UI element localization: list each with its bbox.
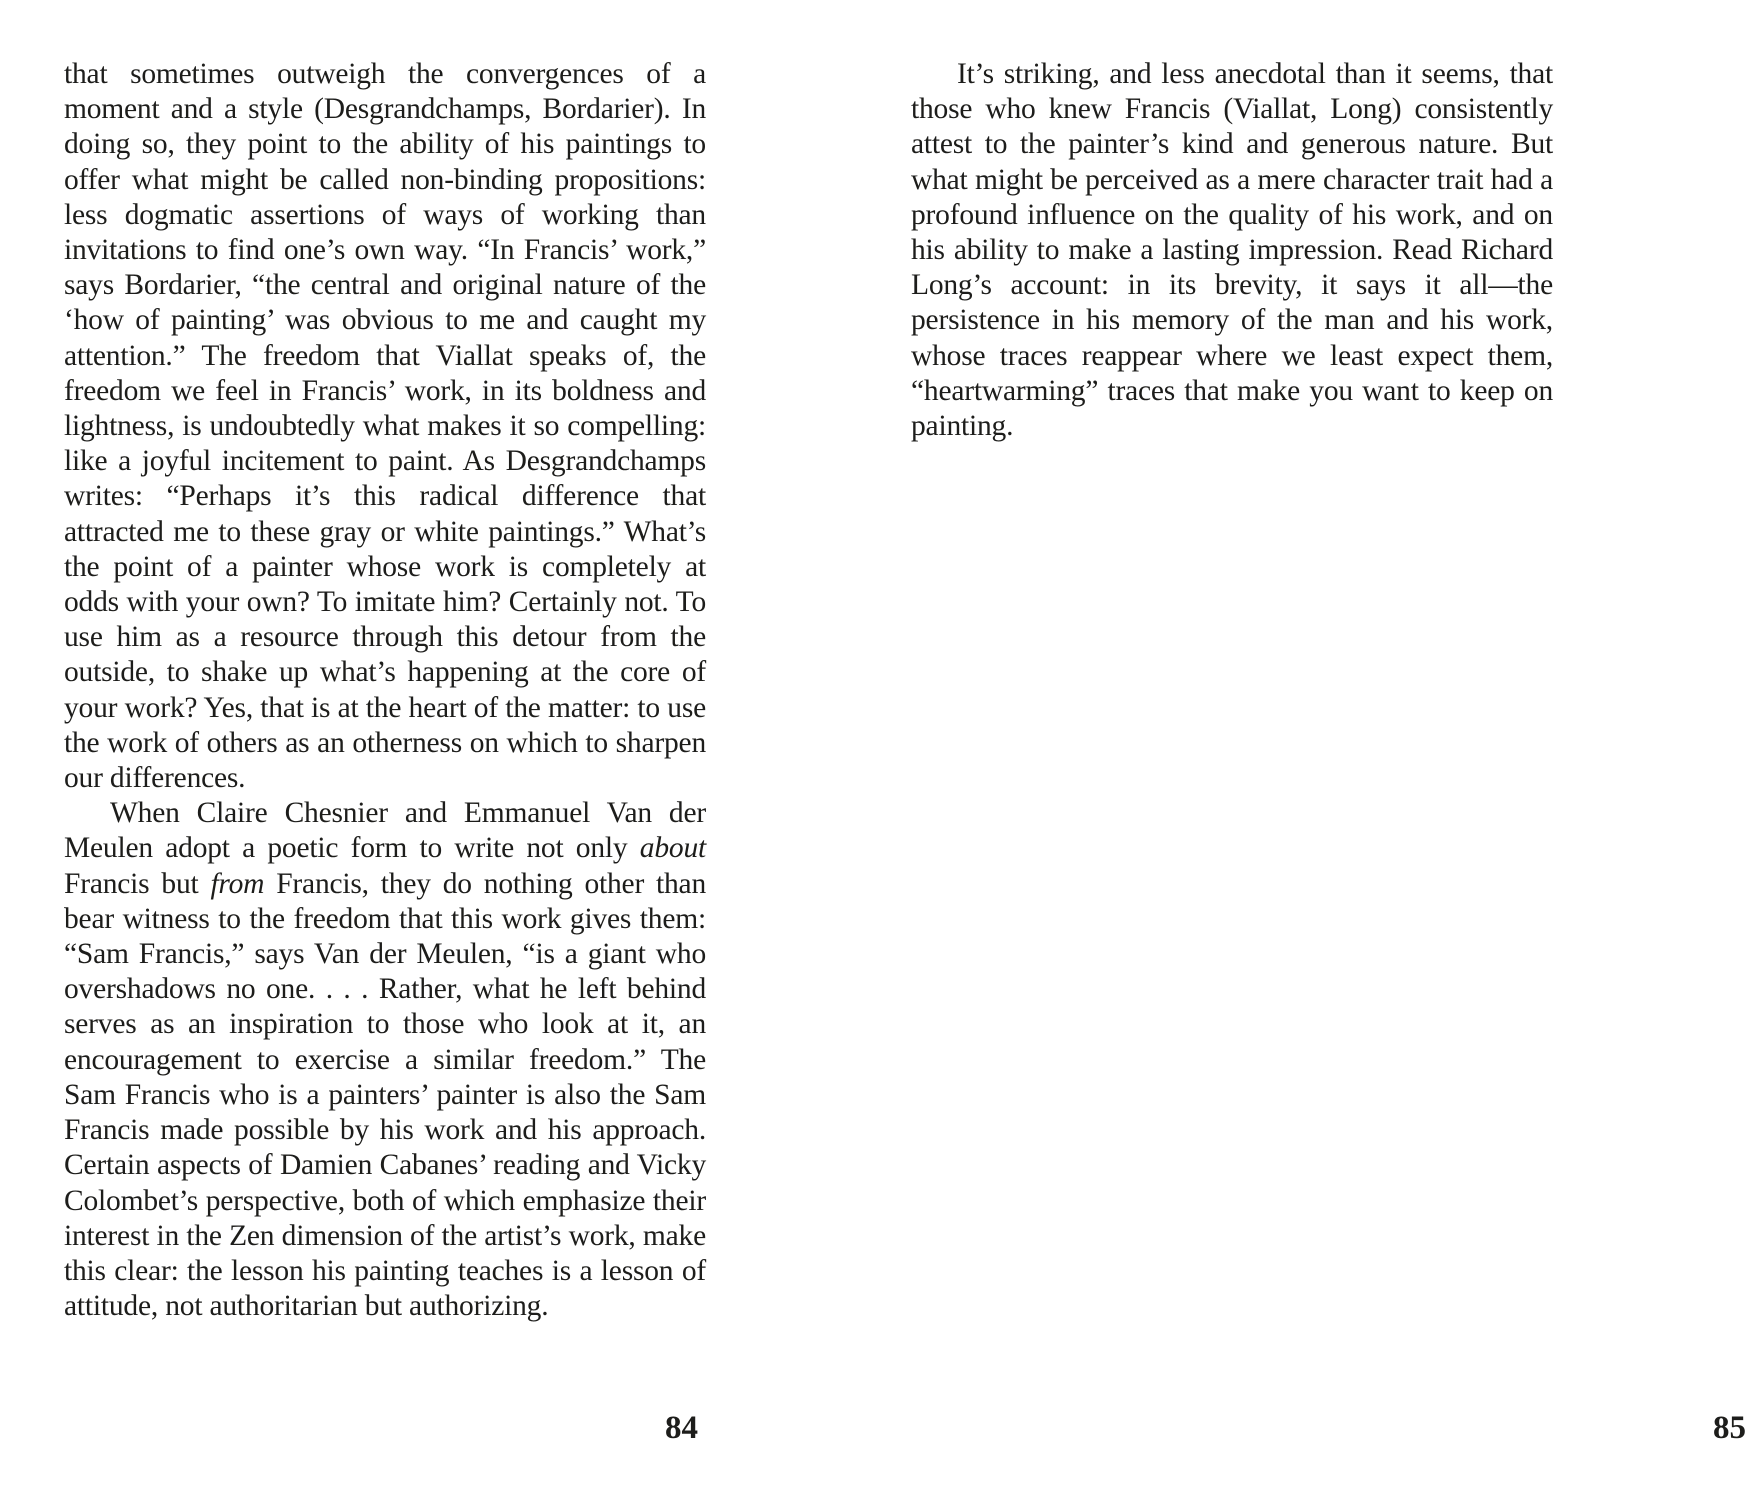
text-run: that sometimes outweigh the convergences of a moment and a style (Desgrandchamps, Bordarier). In doing so, they point to the ability of his paintings to offer what might be called non-binding propositions: less dogmatic assertions of ways of working than invitations to find one’s own way. “In Francis’ work,” says Bordarier, “the central and original nature of the ‘how of painting’ was obvious to me and caught my attention.” The freedom that Viallat speaks of, the freedom we feel in Francis’ work, in its boldness and lightness, is undoubtedly what makes it so compelling: like a joyful incitement to paint. As Desgrandchamps writes: “Perhaps it’s this radical difference that attracted me to these gray or white paintings.” What’s the point of a painter whose work is completely at odds with your own? To imitate him? Certainly not. To use him as a resource through this detour from the outside, to shake up what’s happening at the core of your work? Yes, that is at the heart of the matter: to use the work of others as an otherness on which to sharpen our differences. — [64, 58, 706, 795]
right-text-column — [911, 57, 1553, 444]
text-run: Francis, they do nothing other than bear witness to the freedom that this work gives them: “Sam Francis,” says Van der Meulen, “is a giant who overshadows no one. . . . Rather, what he left behind serves as an inspiration to those who look at it, an encouragement to exercise a similar freedom.” The Sam Francis who is a painters’ painter is also the Sam Francis made possible by his work and his approach. Certain aspects of Damien Cabanes’ reading and Vicky Colombet’s perspective, both of which emphasize their interest in the Zen dimension of the artist’s work, make this clear: the lesson his painting teaches is a lesson of attitude, not authoritarian but authorizing. — [64, 867, 707, 1323]
italic-text-run: from — [210, 867, 265, 900]
left-page — [0, 0, 803, 1496]
text-run: When Claire Chesnier and Emmanuel Van der Meulen adopt a poetic form to write not only — [64, 797, 706, 865]
page-number: 84 — [665, 1410, 698, 1446]
text-run: Francis but — [64, 867, 211, 900]
page-number: 85 — [1713, 1410, 1746, 1446]
italic-text-run: about — [639, 832, 706, 865]
paragraph — [64, 796, 706, 1324]
text-run: It’s striking, and less anecdotal than it seems, that those who knew Francis (Viallat, Long) consistently attest to the painter’s kind and generous nature. But what might be perceived as a mere character trait had a profound influence on the quality of his work, and on his ability to make a lasting impression. Read Richard Long’s account: in its brevity, it says it all—the persistence in his memory of the man and his work, whose traces reappear where we least expect them, “heartwarming” traces that make you want to keep on painting. — [911, 58, 1553, 443]
left-text-column — [64, 57, 706, 1324]
right-page — [803, 0, 1746, 1496]
paragraph — [911, 57, 1553, 444]
paragraph — [64, 57, 706, 796]
